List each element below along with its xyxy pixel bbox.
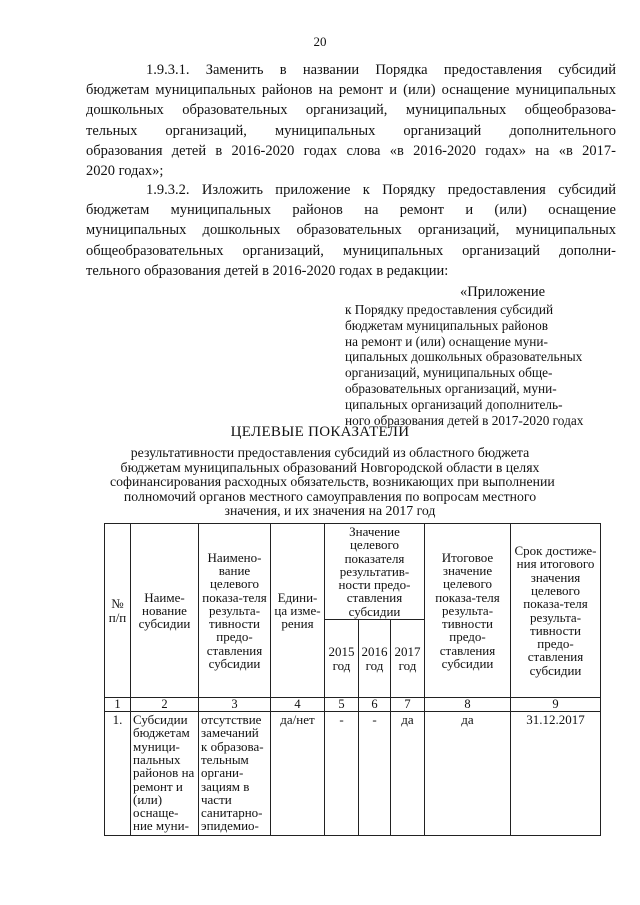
page-number: 20 (313, 34, 327, 49)
header-indicator-name: Наимено-вание целевого показа-теля результа-тивности предо-ставления субсидии (199, 524, 271, 698)
subheading-line: полномочий органов местного самоуправления по вопросам местного (123, 488, 537, 504)
cell-year-2016: - (359, 712, 391, 836)
appendix-line: бюджетам муниципальных районов (345, 317, 549, 333)
section-heading: ЦЕЛЕВЫЕ ПОКАЗАТЕЛИ (230, 424, 410, 440)
header-deadline: Срок достиже-ния итогового значения целевого показа-теля результа-тивности предо-ставления субсидии (511, 524, 601, 698)
column-number: 8 (425, 698, 511, 712)
header-value-group: Значение целевого показателя результатив-ности предо-ставления субсидии (325, 524, 425, 620)
appendix-line: организаций, муниципальных обще- (345, 365, 553, 381)
paragraph-2 (86, 180, 616, 281)
header-subsidy-name: Наиме-нование субсидии (131, 524, 199, 698)
text-line: 2020 годах»; (86, 163, 164, 180)
column-number: 7 (391, 698, 425, 712)
column-numbers-row (105, 698, 601, 712)
subheading-line: результативности предоставления субсидий из областного бюджета (130, 445, 530, 460)
header-final-value: Итоговое значение целевого показа-теля результа-тивности предо-ставления субсидии (425, 524, 511, 698)
cell-unit: да/нет (271, 712, 325, 836)
text-line: тельных организаций, муниципальных организаций дополнительного (86, 122, 616, 139)
column-number: 9 (511, 698, 601, 712)
text-line: 1.9.3.1. Заменить в названии Порядка предоставления субсидий (146, 62, 616, 78)
subheading-line: бюджетам муниципальных образований Новгородской области в целях (120, 459, 540, 475)
header-year-2015: 2015 год (325, 620, 359, 698)
table-row (105, 712, 601, 836)
appendix-line: к Порядку предоставления субсидий (345, 302, 554, 317)
subheading-line: софинансирования расходных обязательств, возникающих при выполнении (110, 474, 555, 489)
column-number: 1 (105, 698, 131, 712)
header-year-2016: 2016 год (359, 620, 391, 698)
cell-final-value: да (425, 712, 511, 836)
header-unit: Едини-ца изме-рения (271, 524, 325, 698)
subheading-line: значения, и их значения на 2017 год (224, 503, 436, 518)
section-subheading (110, 445, 555, 519)
text-line: общеобразовательных организаций, муниципальных организаций дополни- (86, 242, 616, 259)
text-line: бюджетам муниципальных районов на ремонт и (или) оснащение муниципальных (86, 82, 616, 99)
header-num: № п/п (105, 524, 131, 698)
column-number: 5 (325, 698, 359, 712)
column-number: 4 (271, 698, 325, 712)
cell-deadline: 31.12.2017 (511, 712, 601, 836)
appendix-line: на ремонт и (или) оснащение муни- (345, 333, 548, 349)
appendix-line: ного образования детей в 2017-2020 годах (345, 412, 584, 428)
header-year-2017: 2017 год (391, 620, 425, 698)
table-header-row (105, 524, 601, 620)
indicators-table (104, 523, 601, 836)
text-line: тельного образования детей в 2016-2020 годах в редакции: (86, 262, 449, 279)
appendix-line: ципальных дошкольных образовательных (345, 349, 583, 365)
cell-num: 1. (105, 712, 131, 836)
column-number: 6 (359, 698, 391, 712)
appendix-line: образовательных организаций, муни- (345, 380, 557, 396)
text-line: бюджетам муниципальных районов на ремонт и (или) оснащение (86, 202, 616, 219)
paragraph-1 (86, 60, 616, 181)
cell-indicator-name: отсутствие замечаний к образова-тельным органи-зациям в части санитарно-эпидемио- (199, 712, 271, 836)
column-number: 3 (199, 698, 271, 712)
cell-subsidy-name: Субсидии бюджетам муници-пальных районов на ремонт и (или) оснаще-ние муни- (131, 712, 199, 836)
text-line: образования детей в 2016-2020 годах слова «в 2016-2020 годах» на «в 2017- (86, 142, 616, 159)
appendix-line: ципальных организаций дополнитель- (345, 396, 563, 412)
cell-year-2015: - (325, 712, 359, 836)
text-line: дошкольных образовательных организаций, муниципальных общеобразова- (86, 102, 616, 119)
column-number: 2 (131, 698, 199, 712)
text-line: муниципальных дошкольных образовательных организаций, муниципальных (86, 222, 616, 239)
text-line: 1.9.3.2. Изложить приложение к Порядку предоставления субсидий (146, 182, 616, 198)
appendix-description (345, 302, 605, 428)
cell-year-2017: да (391, 712, 425, 836)
appendix-title: «Приложение (460, 284, 546, 300)
